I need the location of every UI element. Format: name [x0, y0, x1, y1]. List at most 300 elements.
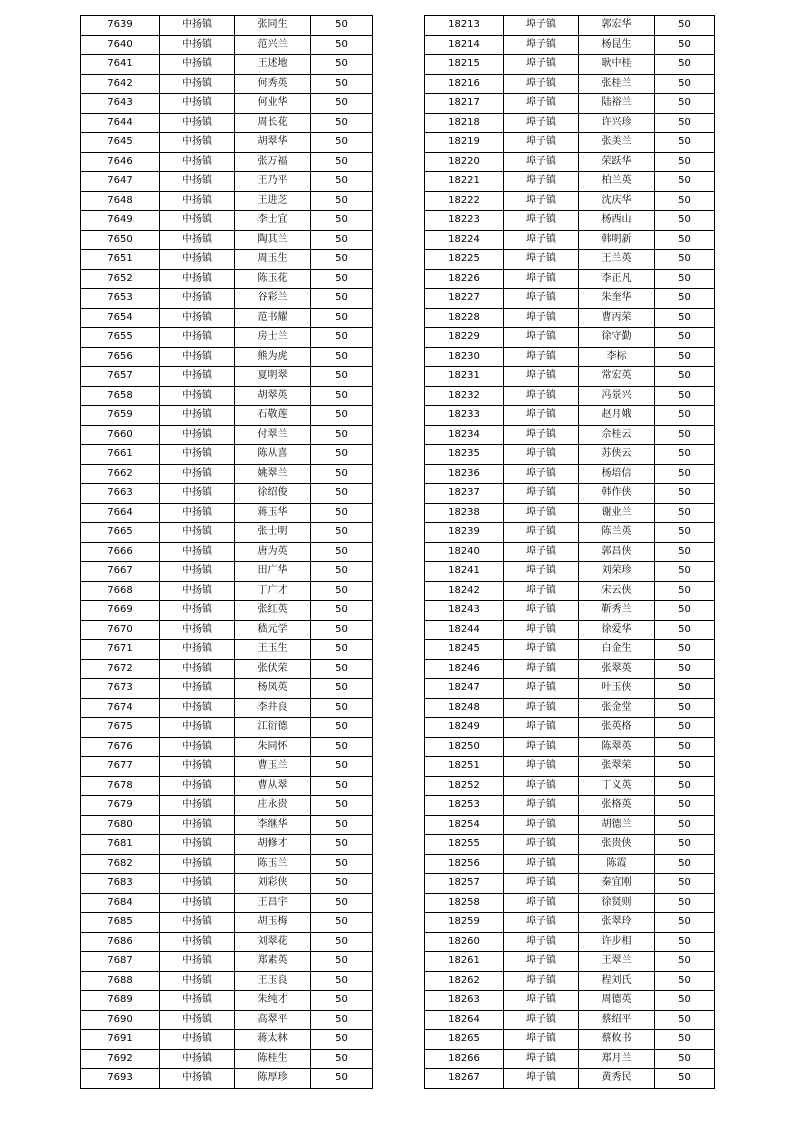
table-row [425, 55, 715, 75]
table-row [81, 503, 373, 523]
person-name-cell: 张翠英 [579, 659, 655, 679]
table-row [81, 328, 373, 348]
record-number-cell: 18223 [425, 211, 504, 231]
town-cell: 中扬镇 [160, 796, 235, 816]
record-number-cell: 7642 [81, 74, 160, 94]
town-cell: 埠子镇 [504, 445, 579, 465]
person-name-cell: 张士明 [235, 523, 311, 543]
table-row [425, 737, 715, 757]
person-name-cell: 丁广才 [235, 581, 311, 601]
table-row [81, 211, 373, 231]
person-name-cell: 张桂兰 [579, 74, 655, 94]
record-number-cell: 7690 [81, 1010, 160, 1030]
table-row [81, 776, 373, 796]
person-name-cell: 曹从翠 [235, 776, 311, 796]
record-number-cell: 7658 [81, 386, 160, 406]
record-number-cell: 18248 [425, 698, 504, 718]
table-row [425, 698, 715, 718]
town-cell: 中扬镇 [160, 698, 235, 718]
amount-cell: 50 [655, 952, 715, 972]
amount-cell: 50 [655, 445, 715, 465]
person-name-cell: 付翠兰 [235, 425, 311, 445]
town-cell: 埠子镇 [504, 542, 579, 562]
table-row [81, 562, 373, 582]
person-name-cell: 蔡攸书 [579, 1030, 655, 1050]
record-number-cell: 18233 [425, 406, 504, 426]
town-cell: 中扬镇 [160, 1049, 235, 1069]
table-row [81, 1069, 373, 1089]
person-name-cell: 陈从喜 [235, 445, 311, 465]
record-number-cell: 18231 [425, 367, 504, 387]
amount-cell: 50 [311, 620, 373, 640]
amount-cell: 50 [311, 250, 373, 270]
amount-cell: 50 [311, 679, 373, 699]
person-name-cell: 韩作侠 [579, 484, 655, 504]
record-number-cell: 18234 [425, 425, 504, 445]
person-name-cell: 刘荣珍 [579, 562, 655, 582]
table-row [425, 94, 715, 114]
amount-cell: 50 [655, 757, 715, 777]
table-row [425, 991, 715, 1011]
amount-cell: 50 [655, 523, 715, 543]
amount-cell: 50 [311, 698, 373, 718]
record-number-cell: 18241 [425, 562, 504, 582]
table-row [425, 328, 715, 348]
amount-cell: 50 [655, 1049, 715, 1069]
town-cell: 中扬镇 [160, 640, 235, 660]
person-name-cell: 蔡绍平 [579, 1010, 655, 1030]
person-name-cell: 李井良 [235, 698, 311, 718]
amount-cell: 50 [311, 776, 373, 796]
amount-cell: 50 [311, 1069, 373, 1089]
amount-cell: 50 [311, 425, 373, 445]
person-name-cell: 曹玉兰 [235, 757, 311, 777]
table-row [81, 991, 373, 1011]
record-number-cell: 18240 [425, 542, 504, 562]
table-row [425, 1049, 715, 1069]
person-name-cell: 王昌宇 [235, 893, 311, 913]
record-number-cell: 18227 [425, 289, 504, 309]
table-row [81, 289, 373, 309]
table-row [425, 250, 715, 270]
amount-cell: 50 [655, 386, 715, 406]
table-row [81, 952, 373, 972]
table-row [425, 74, 715, 94]
table-row [81, 445, 373, 465]
table-row [425, 815, 715, 835]
amount-cell: 50 [311, 211, 373, 231]
town-cell: 埠子镇 [504, 776, 579, 796]
person-name-cell: 赵月娥 [579, 406, 655, 426]
amount-cell: 50 [655, 854, 715, 874]
amount-cell: 50 [655, 328, 715, 348]
amount-cell: 50 [311, 815, 373, 835]
town-cell: 埠子镇 [504, 620, 579, 640]
record-number-cell: 7661 [81, 445, 160, 465]
town-cell: 中扬镇 [160, 932, 235, 952]
record-number-cell: 18256 [425, 854, 504, 874]
town-cell: 埠子镇 [504, 406, 579, 426]
town-cell: 中扬镇 [160, 562, 235, 582]
table-row [425, 191, 715, 211]
table-row [81, 35, 373, 55]
table-row [425, 718, 715, 738]
town-cell: 埠子镇 [504, 718, 579, 738]
person-name-cell: 曹丙荣 [579, 308, 655, 328]
table-row [81, 601, 373, 621]
amount-cell: 50 [311, 718, 373, 738]
person-name-cell: 白金生 [579, 640, 655, 660]
table-row [81, 464, 373, 484]
record-number-cell: 7647 [81, 172, 160, 192]
town-cell: 中扬镇 [160, 737, 235, 757]
table-row [81, 347, 373, 367]
person-name-cell: 张贵侠 [579, 835, 655, 855]
record-number-cell: 18249 [425, 718, 504, 738]
person-name-cell: 唐为英 [235, 542, 311, 562]
town-cell: 中扬镇 [160, 718, 235, 738]
table-row [425, 757, 715, 777]
amount-cell: 50 [311, 932, 373, 952]
town-cell: 埠子镇 [504, 640, 579, 660]
record-number-cell: 7645 [81, 133, 160, 153]
record-number-cell: 18224 [425, 230, 504, 250]
record-number-cell: 7679 [81, 796, 160, 816]
person-name-cell: 沈庆华 [579, 191, 655, 211]
amount-cell: 50 [655, 16, 715, 36]
table-row [425, 971, 715, 991]
record-number-cell: 18239 [425, 523, 504, 543]
amount-cell: 50 [311, 796, 373, 816]
table-row [81, 679, 373, 699]
amount-cell: 50 [655, 406, 715, 426]
table-row [81, 542, 373, 562]
amount-cell: 50 [655, 893, 715, 913]
amount-cell: 50 [655, 659, 715, 679]
amount-cell: 50 [655, 737, 715, 757]
town-cell: 中扬镇 [160, 757, 235, 777]
person-name-cell: 程刘氏 [579, 971, 655, 991]
person-name-cell: 夏明翠 [235, 367, 311, 387]
town-cell: 中扬镇 [160, 620, 235, 640]
person-name-cell: 何业华 [235, 94, 311, 114]
record-number-cell: 7639 [81, 16, 160, 36]
right-roster-table [424, 15, 715, 1089]
person-name-cell: 韩明新 [579, 230, 655, 250]
town-cell: 埠子镇 [504, 1049, 579, 1069]
amount-cell: 50 [655, 620, 715, 640]
town-cell: 中扬镇 [160, 289, 235, 309]
amount-cell: 50 [655, 1030, 715, 1050]
record-number-cell: 7665 [81, 523, 160, 543]
record-number-cell: 7650 [81, 230, 160, 250]
town-cell: 中扬镇 [160, 1010, 235, 1030]
person-name-cell: 熊为虎 [235, 347, 311, 367]
record-number-cell: 18236 [425, 464, 504, 484]
person-name-cell: 张同生 [235, 16, 311, 36]
amount-cell: 50 [655, 464, 715, 484]
person-name-cell: 陈玉花 [235, 269, 311, 289]
amount-cell: 50 [655, 815, 715, 835]
record-number-cell: 18262 [425, 971, 504, 991]
record-number-cell: 7662 [81, 464, 160, 484]
record-number-cell: 7678 [81, 776, 160, 796]
record-number-cell: 18246 [425, 659, 504, 679]
table-row [81, 932, 373, 952]
record-number-cell: 18264 [425, 1010, 504, 1030]
record-number-cell: 7674 [81, 698, 160, 718]
person-name-cell: 徐绍俊 [235, 484, 311, 504]
amount-cell: 50 [655, 581, 715, 601]
person-name-cell: 王述地 [235, 55, 311, 75]
town-cell: 埠子镇 [504, 854, 579, 874]
table-row [425, 640, 715, 660]
amount-cell: 50 [311, 737, 373, 757]
town-cell: 中扬镇 [160, 55, 235, 75]
record-number-cell: 18258 [425, 893, 504, 913]
person-name-cell: 张英格 [579, 718, 655, 738]
amount-cell: 50 [655, 601, 715, 621]
person-name-cell: 丁义英 [579, 776, 655, 796]
person-name-cell: 陈兰英 [579, 523, 655, 543]
amount-cell: 50 [311, 94, 373, 114]
town-cell: 中扬镇 [160, 328, 235, 348]
person-name-cell: 王翠兰 [579, 952, 655, 972]
person-name-cell: 王玉生 [235, 640, 311, 660]
record-number-cell: 18254 [425, 815, 504, 835]
table-row [425, 269, 715, 289]
person-name-cell: 朱纯才 [235, 991, 311, 1011]
record-number-cell: 18229 [425, 328, 504, 348]
person-name-cell: 胡修才 [235, 835, 311, 855]
table-row [81, 406, 373, 426]
amount-cell: 50 [311, 191, 373, 211]
person-name-cell: 秦宜刚 [579, 874, 655, 894]
record-number-cell: 7670 [81, 620, 160, 640]
record-number-cell: 7676 [81, 737, 160, 757]
town-cell: 中扬镇 [160, 874, 235, 894]
person-name-cell: 胡翠英 [235, 386, 311, 406]
person-name-cell: 冯景兴 [579, 386, 655, 406]
record-number-cell: 18230 [425, 347, 504, 367]
table-row [425, 1069, 715, 1089]
person-name-cell: 石敬莲 [235, 406, 311, 426]
record-number-cell: 18263 [425, 991, 504, 1011]
amount-cell: 50 [311, 523, 373, 543]
town-cell: 埠子镇 [504, 503, 579, 523]
table-row [425, 581, 715, 601]
town-cell: 埠子镇 [504, 796, 579, 816]
record-number-cell: 7689 [81, 991, 160, 1011]
amount-cell: 50 [311, 503, 373, 523]
amount-cell: 50 [655, 698, 715, 718]
person-name-cell: 张翠玲 [579, 913, 655, 933]
amount-cell: 50 [655, 191, 715, 211]
table-row [81, 523, 373, 543]
record-number-cell: 7683 [81, 874, 160, 894]
table-row [81, 659, 373, 679]
person-name-cell: 陶其兰 [235, 230, 311, 250]
town-cell: 中扬镇 [160, 113, 235, 133]
town-cell: 埠子镇 [504, 347, 579, 367]
amount-cell: 50 [655, 133, 715, 153]
table-row [81, 1010, 373, 1030]
record-number-cell: 18217 [425, 94, 504, 114]
town-cell: 中扬镇 [160, 133, 235, 153]
person-name-cell: 范兴兰 [235, 35, 311, 55]
record-number-cell: 7652 [81, 269, 160, 289]
amount-cell: 50 [655, 913, 715, 933]
town-cell: 中扬镇 [160, 308, 235, 328]
table-row [425, 562, 715, 582]
record-number-cell: 7654 [81, 308, 160, 328]
record-number-cell: 7691 [81, 1030, 160, 1050]
amount-cell: 50 [311, 308, 373, 328]
record-number-cell: 7644 [81, 113, 160, 133]
amount-cell: 50 [311, 464, 373, 484]
table-row [425, 484, 715, 504]
record-number-cell: 18220 [425, 152, 504, 172]
amount-cell: 50 [311, 230, 373, 250]
amount-cell: 50 [655, 1069, 715, 1089]
amount-cell: 50 [311, 659, 373, 679]
amount-cell: 50 [311, 484, 373, 504]
amount-cell: 50 [655, 835, 715, 855]
amount-cell: 50 [655, 172, 715, 192]
table-row [81, 796, 373, 816]
table-row [81, 874, 373, 894]
person-name-cell: 郭宏华 [579, 16, 655, 36]
record-number-cell: 7646 [81, 152, 160, 172]
table-row [81, 152, 373, 172]
town-cell: 埠子镇 [504, 757, 579, 777]
record-number-cell: 7649 [81, 211, 160, 231]
person-name-cell: 杨培信 [579, 464, 655, 484]
table-row [81, 893, 373, 913]
amount-cell: 50 [655, 776, 715, 796]
town-cell: 中扬镇 [160, 835, 235, 855]
table-row [425, 230, 715, 250]
table-row [425, 503, 715, 523]
table-row [81, 640, 373, 660]
record-number-cell: 7653 [81, 289, 160, 309]
person-name-cell: 周德英 [579, 991, 655, 1011]
person-name-cell: 徐贤则 [579, 893, 655, 913]
record-number-cell: 18247 [425, 679, 504, 699]
person-name-cell: 周玉生 [235, 250, 311, 270]
record-number-cell: 7692 [81, 1049, 160, 1069]
person-name-cell: 许步相 [579, 932, 655, 952]
town-cell: 中扬镇 [160, 1069, 235, 1089]
amount-cell: 50 [655, 35, 715, 55]
town-cell: 中扬镇 [160, 893, 235, 913]
town-cell: 埠子镇 [504, 55, 579, 75]
record-number-cell: 7668 [81, 581, 160, 601]
record-number-cell: 7681 [81, 835, 160, 855]
table-row [81, 815, 373, 835]
record-number-cell: 7655 [81, 328, 160, 348]
record-number-cell: 7656 [81, 347, 160, 367]
record-number-cell: 18238 [425, 503, 504, 523]
table-row [81, 718, 373, 738]
person-name-cell: 李继华 [235, 815, 311, 835]
amount-cell: 50 [311, 874, 373, 894]
record-number-cell: 7643 [81, 94, 160, 114]
town-cell: 埠子镇 [504, 425, 579, 445]
table-row [425, 620, 715, 640]
town-cell: 中扬镇 [160, 230, 235, 250]
person-name-cell: 嵇元学 [235, 620, 311, 640]
town-cell: 埠子镇 [504, 484, 579, 504]
amount-cell: 50 [655, 113, 715, 133]
amount-cell: 50 [311, 835, 373, 855]
table-row [425, 133, 715, 153]
town-cell: 中扬镇 [160, 172, 235, 192]
amount-cell: 50 [311, 1049, 373, 1069]
person-name-cell: 柏兰英 [579, 172, 655, 192]
person-name-cell: 张美兰 [579, 133, 655, 153]
town-cell: 埠子镇 [504, 698, 579, 718]
person-name-cell: 谢业兰 [579, 503, 655, 523]
record-number-cell: 18214 [425, 35, 504, 55]
person-name-cell: 陈翠英 [579, 737, 655, 757]
amount-cell: 50 [655, 74, 715, 94]
table-row [81, 113, 373, 133]
table-row [425, 152, 715, 172]
person-name-cell: 张格英 [579, 796, 655, 816]
town-cell: 埠子镇 [504, 464, 579, 484]
amount-cell: 50 [655, 796, 715, 816]
town-cell: 中扬镇 [160, 191, 235, 211]
record-number-cell: 7673 [81, 679, 160, 699]
record-number-cell: 18218 [425, 113, 504, 133]
amount-cell: 50 [655, 152, 715, 172]
amount-cell: 50 [311, 913, 373, 933]
record-number-cell: 18244 [425, 620, 504, 640]
amount-cell: 50 [655, 718, 715, 738]
person-name-cell: 胡德兰 [579, 815, 655, 835]
table-row [425, 659, 715, 679]
town-cell: 埠子镇 [504, 523, 579, 543]
town-cell: 中扬镇 [160, 35, 235, 55]
town-cell: 埠子镇 [504, 269, 579, 289]
table-row [425, 113, 715, 133]
table-row [81, 172, 373, 192]
record-number-cell: 7666 [81, 542, 160, 562]
table-row [425, 425, 715, 445]
amount-cell: 50 [655, 503, 715, 523]
town-cell: 中扬镇 [160, 503, 235, 523]
town-cell: 中扬镇 [160, 152, 235, 172]
record-number-cell: 7688 [81, 971, 160, 991]
person-name-cell: 朱奎华 [579, 289, 655, 309]
amount-cell: 50 [655, 55, 715, 75]
person-name-cell: 苏侠云 [579, 445, 655, 465]
amount-cell: 50 [311, 133, 373, 153]
amount-cell: 50 [311, 386, 373, 406]
table-row [81, 971, 373, 991]
right-roster-body [425, 16, 715, 1089]
town-cell: 埠子镇 [504, 913, 579, 933]
amount-cell: 50 [655, 230, 715, 250]
record-number-cell: 18265 [425, 1030, 504, 1050]
table-row [425, 308, 715, 328]
person-name-cell: 陆裕兰 [579, 94, 655, 114]
town-cell: 中扬镇 [160, 250, 235, 270]
person-name-cell: 徐守勤 [579, 328, 655, 348]
record-number-cell: 18216 [425, 74, 504, 94]
person-name-cell: 耿中桂 [579, 55, 655, 75]
